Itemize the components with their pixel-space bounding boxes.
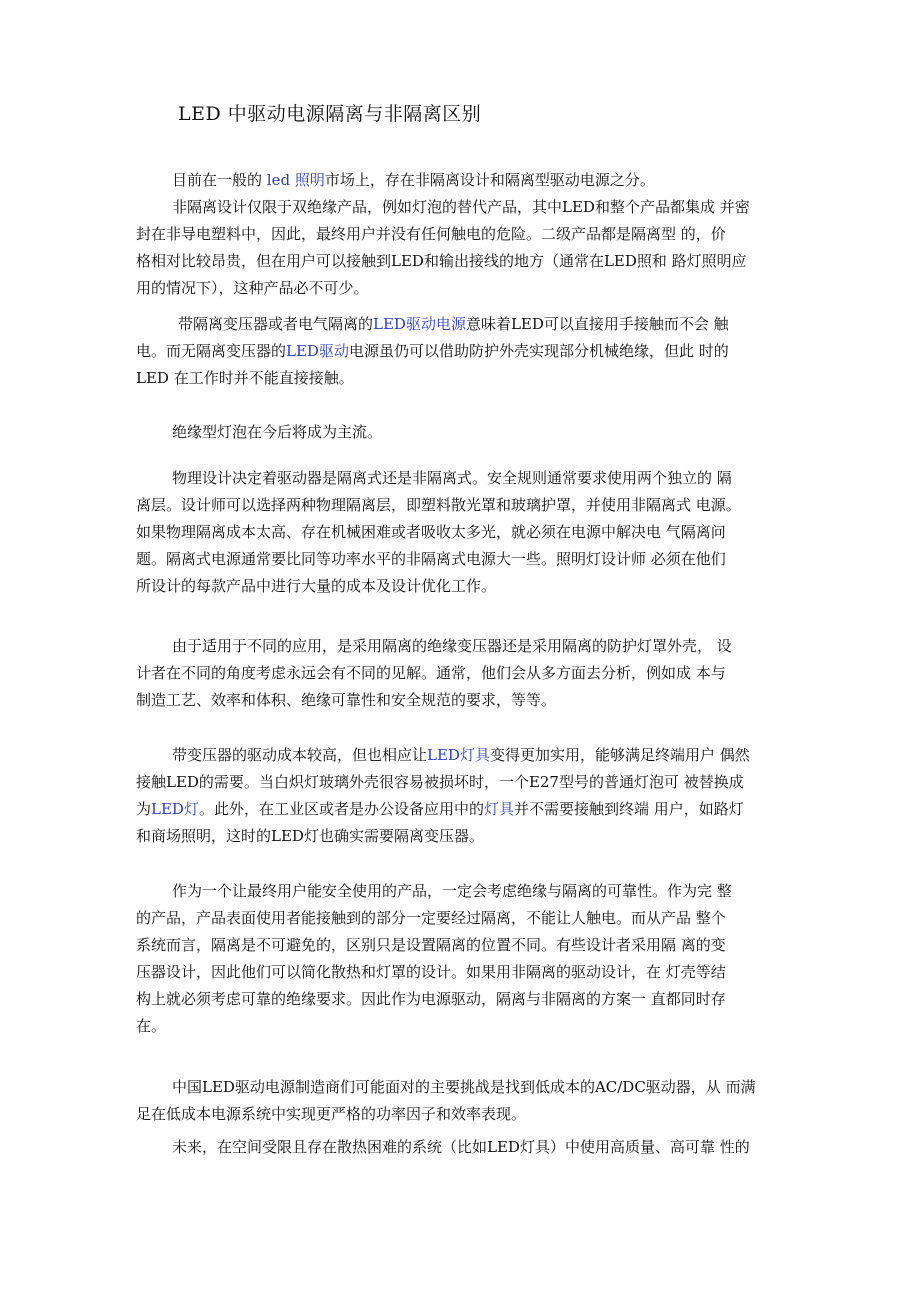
text-run: 意味着LED可以直接用手接触而不会 触 xyxy=(465,315,729,333)
paragraph xyxy=(136,311,729,392)
paragraph xyxy=(136,419,382,446)
text-run: 题。隔离式电源通常要比同等功率水平的非隔离式电源大一些。照明灯设计师 必须在他们 xyxy=(136,550,726,568)
paragraph xyxy=(136,194,750,302)
paragraph xyxy=(136,465,741,600)
text-run: 计者在不同的角度考虑永远会有不同的见解。通常，他们会从多方面去分析，例如成 本与 xyxy=(136,664,726,682)
text-run: 非隔离设计仅限于双绝缘产品，例如灯泡的替代产品，其中LED和整个产品都集成 并密 xyxy=(172,198,750,216)
text-run: 在。 xyxy=(136,1017,167,1035)
text-run: 足在低成本电源系统中实现更严格的功率因子和效率表现。 xyxy=(136,1105,527,1123)
paragraph xyxy=(136,1074,756,1128)
text-run: 。此外，在工业区或者是办公设备应用中的 xyxy=(198,800,484,818)
text-line xyxy=(136,796,750,823)
text-line xyxy=(136,878,732,905)
text-line xyxy=(136,492,741,519)
text-run: 电。而无隔离变压器的 xyxy=(136,342,287,360)
text-run: 接触LED的需要。当白炽灯玻璃外壳很容易被损坏时，一个E27型号的普通灯泡可 被替换成 xyxy=(136,773,744,791)
text-line xyxy=(136,465,741,492)
text-line xyxy=(136,221,750,248)
text-line xyxy=(136,932,732,959)
text-run: 变得更加实用，能够满足终端用户 偶然 xyxy=(489,746,750,764)
text-run: 并不需要接触到终端 用户，如路灯 xyxy=(513,800,744,818)
text-line xyxy=(136,742,750,769)
paragraph xyxy=(136,1134,750,1161)
paragraph xyxy=(136,742,750,850)
text-run: 封在非导电塑料中，因此，最终用户并没有任何触电的危险。二级产品都是隔离型 的，价 xyxy=(136,225,726,243)
text-line xyxy=(136,519,741,546)
text-line xyxy=(136,338,729,365)
text-line xyxy=(136,769,750,796)
text-run: 所设计的每款产品中进行大量的成本及设计优化工作。 xyxy=(136,577,497,595)
text-line xyxy=(136,1074,756,1101)
inline-link[interactable]: LED驱动电源 xyxy=(373,315,466,333)
inline-link[interactable]: LED灯 xyxy=(151,800,199,818)
text-run: 构上就必须考虑可靠的绝缘要求。因此作为电源驱动，隔离与非隔离的方案一 直都同时存 xyxy=(136,990,726,1008)
text-run: 用的情况下），这种产品必不可少。 xyxy=(136,279,369,297)
inline-link[interactable]: 灯具 xyxy=(483,800,514,818)
text-run: 中国LED驱动电源制造商们可能面对的主要挑战是找到低成本的AC/DC驱动器，从 而满 xyxy=(172,1078,756,1096)
text-run: 制造工艺、效率和体积、绝缘可靠性和安全规范的要求，等等。 xyxy=(136,691,557,709)
text-line xyxy=(136,687,732,714)
text-run: 带变压器的驱动成本较高，但也相应让 xyxy=(172,746,428,764)
text-line xyxy=(136,823,750,850)
inline-link[interactable]: led 照明 xyxy=(266,171,325,189)
text-line xyxy=(136,1013,732,1040)
text-line xyxy=(136,1134,750,1161)
text-line xyxy=(136,905,732,932)
text-run: 和商场照明，这时的LED灯也确实需要隔离变压器。 xyxy=(136,827,484,845)
text-line xyxy=(136,419,382,446)
text-run: 带隔离变压器或者电气隔离的 xyxy=(178,315,374,333)
text-line xyxy=(136,633,732,660)
text-line xyxy=(136,546,741,573)
text-line xyxy=(136,248,750,275)
text-run: 的产品，产品表面使用者能接触到的部分一定要经过隔离，不能让人触电。而从产品 整个 xyxy=(136,909,726,927)
text-line xyxy=(136,660,732,687)
text-line xyxy=(136,275,750,302)
text-run: 物理设计决定着驱动器是隔离式还是非隔离式。安全规则通常要求使用两个独立的 隔 xyxy=(172,469,732,487)
text-run: 作为一个让最终用户能安全使用的产品，一定会考虑绝缘与隔离的可靠性。作为完 整 xyxy=(172,882,732,900)
text-run: 由于适用于不同的应用，是采用隔离的绝缘变压器还是采用隔离的防护灯罩外壳， 设 xyxy=(172,637,732,655)
inline-link[interactable]: LED灯具 xyxy=(427,746,490,764)
text-line xyxy=(136,311,729,338)
text-run: 系统而言，隔离是不可避免的，区别只是设置隔离的位置不同。有些设计者采用隔 离的变 xyxy=(136,936,726,954)
text-run: 如果物理隔离成本太高、存在机械困难或者吸收太多光，就必须在电源中解决电 气隔离问 xyxy=(136,523,726,541)
inline-link[interactable]: LED驱动 xyxy=(286,342,349,360)
paragraph xyxy=(136,167,655,194)
text-line xyxy=(136,365,729,392)
text-run: 压器设计，因此他们可以简化散热和灯罩的设计。如果用非隔离的驱动设计，在 灯壳等结 xyxy=(136,963,726,981)
text-run: 绝缘型灯泡在今后将成为主流。 xyxy=(172,423,383,441)
text-line xyxy=(136,1101,756,1128)
text-run: 格相对比较昂贵，但在用户可以接触到LED和输出接线的地方（通常在LED照和 路灯照明应 xyxy=(136,252,747,270)
text-run: 未来，在空间受限且存在散热困难的系统（比如LED灯具）中使用高质量、高可靠 性的 xyxy=(172,1138,750,1156)
text-run: 目前在一般的 xyxy=(172,171,267,189)
page-title: LED 中驱动电源隔离与非隔离区别 xyxy=(178,103,482,125)
text-line xyxy=(136,573,741,600)
paragraph xyxy=(136,878,732,1040)
text-run: 电源虽仍可以借助防护外壳实现部分机械绝缘，但此 时的 xyxy=(348,342,729,360)
text-line xyxy=(136,167,655,194)
text-line xyxy=(136,959,732,986)
text-run: 市场上，存在非隔离设计和隔离型驱动电源之分。 xyxy=(324,171,655,189)
text-run: LED 在工作时并不能直接接触。 xyxy=(136,369,354,387)
text-line xyxy=(136,194,750,221)
paragraph xyxy=(136,633,732,714)
text-line xyxy=(136,986,732,1013)
text-run: 为 xyxy=(136,800,152,818)
text-run: 离层。设计师可以选择两种物理隔离层，即塑料散光罩和玻璃护罩，并使用非隔离式 电源。 xyxy=(136,496,741,514)
